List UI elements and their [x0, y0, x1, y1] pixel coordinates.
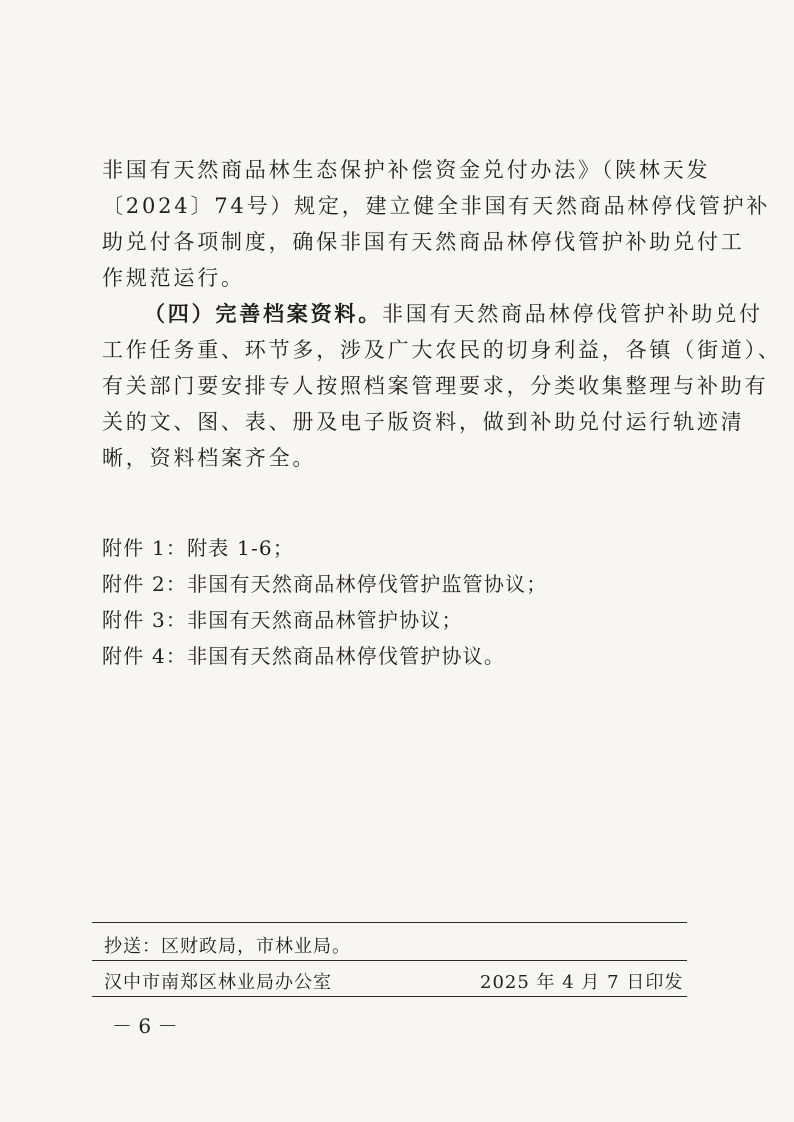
issuer-office: 汉中市南郑区林业局办公室 — [104, 972, 332, 993]
issue-date: 2025 年 4 月 7 日印发 — [480, 972, 684, 993]
text-line — [102, 296, 763, 332]
page-number: － 6 － — [112, 1014, 178, 1038]
text-line: 〔2024〕74号）规定，建立健全非国有天然商品林停伐管护补 — [102, 194, 771, 218]
divider-middle — [92, 960, 687, 961]
text-line: 工作任务重、环节多，涉及广大农民的切身利益，各镇（街道）、 — [102, 338, 782, 362]
divider-top — [92, 922, 687, 923]
cc-line: 抄送：区财政局，市林业局。 — [104, 936, 351, 957]
attachment-item: 附件 1：附表 1-6； — [102, 536, 295, 560]
text-line: 助兑付各项制度，确保非国有天然商品林停伐管护补助兑付工 — [102, 230, 745, 254]
text-line: 作规范运行。 — [102, 266, 245, 290]
divider-bottom — [92, 996, 687, 997]
attachment-item: 附件 2：非国有天然商品林停伐管护监管协议； — [102, 572, 548, 596]
attachment-item: 附件 3：非国有天然商品林管护协议； — [102, 608, 463, 632]
text-line: 晰，资料档案齐全。 — [102, 446, 317, 470]
text-line: 非国有天然商品林生态保护补偿资金兑付办法》（陕林天发 — [102, 158, 711, 182]
paragraph-regulation — [102, 152, 771, 296]
text-line: 关的文、图、表、册及电子版资料，做到补助兑付运行轨迹清 — [102, 410, 745, 434]
section-heading: （四）完善档案资料。 — [144, 301, 382, 326]
paragraph-archives — [102, 296, 782, 476]
attachment-item: 附件 4：非国有天然商品林停伐管护协议。 — [102, 644, 506, 668]
text-fragment: 非国有天然商品林停伐管护补助兑付 — [382, 302, 763, 326]
text-line: 有关部门要安排专人按照档案管理要求，分类收集整理与补助有 — [102, 374, 769, 398]
